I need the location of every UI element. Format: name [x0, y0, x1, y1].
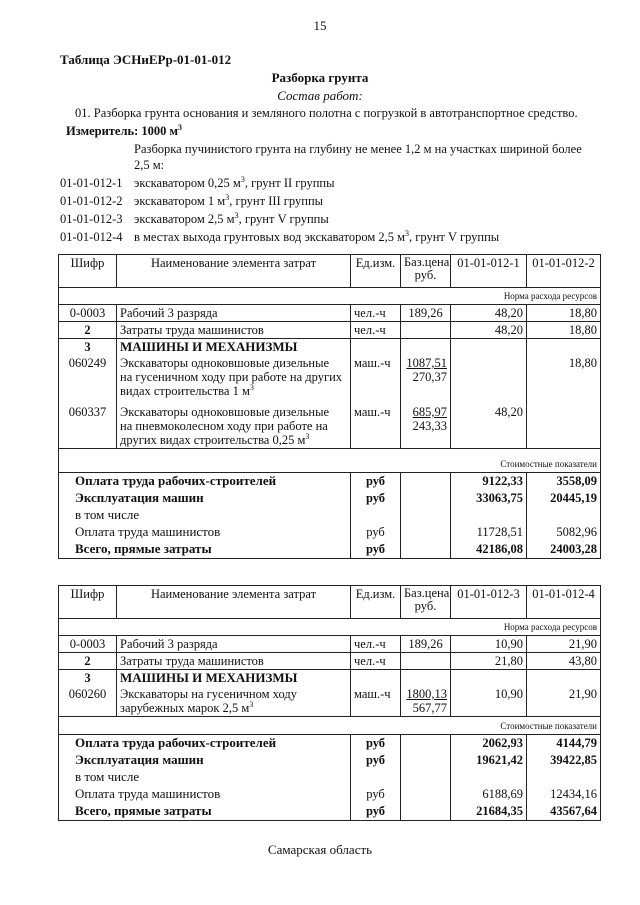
item-description: в местах выхода грунтовых вод экскаватором 2,5 $м^3$, грунт V группы — [134, 228, 500, 244]
table-row: 2 Затраты труда машинистов чел.-ч 48,20 18,80 — [59, 322, 601, 339]
totals-value-2: 12434,16 — [527, 786, 601, 803]
totals-row — [59, 735, 601, 753]
totals-unit: руб — [351, 735, 401, 753]
totals-row — [59, 786, 601, 803]
description-line-1: Разборка пучинистого грунта на глубину не менее 1,2 м на участках шириной более — [134, 142, 582, 156]
table-row: 060260 Экскаваторы на гусеничном ходу зарубежных марок 2,5 $м^3$ маш.-ч 1800,13 567,77 10,90 21,90 — [59, 686, 601, 717]
totals-label: в том числе — [59, 769, 351, 786]
totals-label: Оплата труда машинистов — [59, 524, 351, 541]
totals-value-2: 24003,28 — [527, 541, 601, 559]
totals-empty — [401, 803, 451, 821]
cost-label: Стоимостные показатели — [59, 717, 601, 735]
header-price: Баз.цена руб. — [401, 255, 451, 288]
header-col-4: 01-01-012-4 — [527, 586, 601, 619]
header-code: Шифр — [59, 255, 117, 288]
totals-unit: руб — [351, 541, 401, 559]
totals-unit: руб — [351, 786, 401, 803]
resource-table-1 — [58, 254, 601, 559]
totals-empty — [401, 786, 451, 803]
work-title: Состав работ: — [277, 88, 363, 103]
totals-row — [59, 473, 601, 491]
totals-label: Оплата труда рабочих-строителей — [59, 473, 351, 491]
page-number: 15 — [313, 18, 327, 33]
totals-label: Эксплуатация машин — [59, 752, 351, 769]
header-price: Баз.цена руб. — [401, 586, 451, 619]
totals-value-1: 9122,33 — [451, 473, 527, 491]
totals-value-2 — [527, 507, 601, 524]
item-description: экскаватором 0,25 $м^3$, грунт II группы — [134, 174, 335, 190]
totals-value-1: 21684,35 — [451, 803, 527, 821]
work-item: 01. Разборка грунта основания и земляного полотна с погрузкой в автотранспортное средство. — [75, 106, 578, 120]
totals-value-1 — [451, 507, 527, 524]
table-row: 3 МАШИНЫ И МЕХАНИЗМЫ — [59, 339, 601, 356]
header-col-1: 01-01-012-1 — [451, 255, 527, 288]
table-row: 3 МАШИНЫ И МЕХАНИЗМЫ — [59, 670, 601, 687]
totals-unit: руб — [351, 473, 401, 491]
totals-empty — [401, 735, 451, 753]
totals-unit: руб — [351, 803, 401, 821]
item-code: 01-01-012-2 — [60, 194, 123, 208]
totals-empty — [401, 769, 451, 786]
cost-label: Стоимостные показатели — [59, 449, 601, 473]
norm-label: Норма расхода ресурсов — [59, 619, 601, 636]
totals-empty — [401, 524, 451, 541]
totals-empty — [401, 507, 451, 524]
totals-unit — [351, 769, 401, 786]
totals-empty — [401, 752, 451, 769]
item-code: 01-01-012-4 — [60, 230, 123, 244]
totals-value-2: 4144,79 — [527, 735, 601, 753]
table-row: 060337 Экскаваторы одноковшовые дизельные на пневмоколесном ходу при работе на других видах строительства 0,25 $м^3$ маш.-ч 685,97 243,33 48,20 — [59, 399, 601, 449]
table-row: 2 Затраты труда машинистов чел.-ч 21,80 43,80 — [59, 653, 601, 670]
totals-row — [59, 752, 601, 769]
totals-unit: руб — [351, 752, 401, 769]
item-description: экскаватором 1 $м^3$, грунт III группы — [134, 192, 324, 208]
totals-value-1: 2062,93 — [451, 735, 527, 753]
totals-row — [59, 541, 601, 559]
totals-label: Оплата труда машинистов — [59, 786, 351, 803]
section-title: Разборка грунта — [271, 70, 369, 85]
totals-value-1: 6188,69 — [451, 786, 527, 803]
totals-value-1: 11728,51 — [451, 524, 527, 541]
footer-region: Самарская область — [267, 842, 373, 857]
totals-unit: руб — [351, 490, 401, 507]
totals-value-2: 3558,09 — [527, 473, 601, 491]
totals-row — [59, 490, 601, 507]
totals-value-1: 19621,42 — [451, 752, 527, 769]
header-code: Шифр — [59, 586, 117, 619]
totals-row — [59, 524, 601, 541]
table-row: 0-0003 Рабочий 3 разряда чел.-ч 189,26 48,20 18,80 — [59, 305, 601, 322]
totals-value-2: 20445,19 — [527, 490, 601, 507]
resource-table-2 — [58, 585, 601, 821]
totals-value-2 — [527, 769, 601, 786]
totals-empty — [401, 473, 451, 491]
totals-unit — [351, 507, 401, 524]
header-unit: Ед.изм. — [351, 586, 401, 619]
totals-row — [59, 803, 601, 821]
table-row: 060249 Экскаваторы одноковшовые дизельные на гусеничном ходу при работе на других видах строительства 1 $м^3$ маш.-ч 1087,51 270,37 18,80 — [59, 355, 601, 399]
totals-value-2: 39422,85 — [527, 752, 601, 769]
header-col-2: 01-01-012-2 — [527, 255, 601, 288]
totals-value-1: 42186,08 — [451, 541, 527, 559]
totals-empty — [401, 490, 451, 507]
totals-label: Всего, прямые затраты — [59, 803, 351, 821]
totals-value-1 — [451, 769, 527, 786]
totals-value-1: 33063,75 — [451, 490, 527, 507]
totals-label: Всего, прямые затраты — [59, 541, 351, 559]
totals-value-2: 43567,64 — [527, 803, 601, 821]
description-line-2: 2,5 м: — [134, 158, 165, 172]
totals-label: в том числе — [59, 507, 351, 524]
measure-label: Измеритель: 1000 $м^3$ — [66, 122, 183, 138]
norm-label: Норма расхода ресурсов — [59, 288, 601, 305]
item-description: экскаватором 2,5 $м^3$, грунт V группы — [134, 210, 329, 226]
totals-row — [59, 769, 601, 786]
header-name: Наименование элемента затрат — [117, 255, 351, 288]
totals-unit: руб — [351, 524, 401, 541]
totals-value-2: 5082,96 — [527, 524, 601, 541]
table-row: 0-0003 Рабочий 3 разряда чел.-ч 189,26 10,90 21,90 — [59, 636, 601, 653]
totals-row — [59, 507, 601, 524]
header-col-3: 01-01-012-3 — [451, 586, 527, 619]
totals-empty — [401, 541, 451, 559]
totals-label: Эксплуатация машин — [59, 490, 351, 507]
totals-label: Оплата труда рабочих-строителей — [59, 735, 351, 753]
header-unit: Ед.изм. — [351, 255, 401, 288]
table-title: Таблица ЭСНиЕРр-01-01-012 — [60, 52, 232, 67]
item-code: 01-01-012-3 — [60, 212, 123, 226]
item-code: 01-01-012-1 — [60, 176, 123, 190]
header-name: Наименование элемента затрат — [117, 586, 351, 619]
